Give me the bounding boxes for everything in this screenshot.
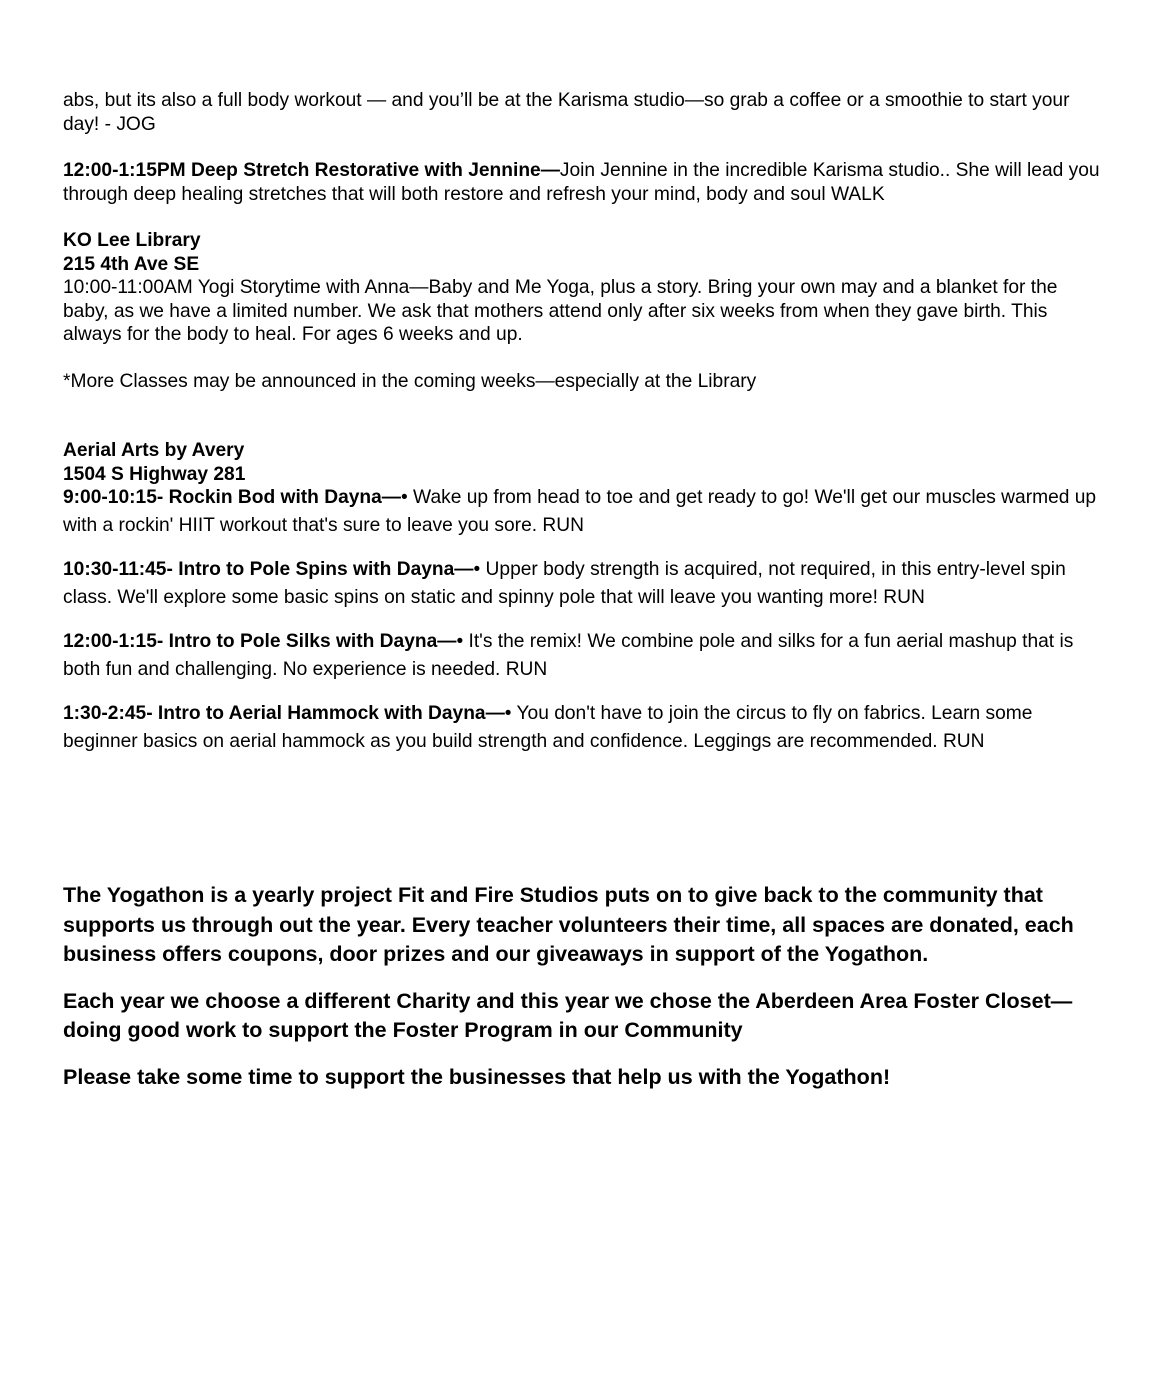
aerial-class-2-description: • Upper body strength is acquired, not required, in this entry-level spin class. We'll explore some basic spins on static and spinny pole that will leave you wanting more! RUN bbox=[63, 559, 1066, 608]
more-classes-note: *More Classes may be announced in the coming weeks—especially at the Library bbox=[63, 370, 757, 392]
deep-stretch-description: Join Jennine in the incredible Karisma studio.. She will lead you through deep healing stretches that will both restore and refresh your mind, body and soul WALK bbox=[63, 160, 1100, 205]
library-name: KO Lee Library bbox=[63, 230, 201, 251]
aerial-class-4-title: 1:30-2:45- Intro to Aerial Hammock with Dayna— bbox=[63, 703, 505, 724]
aerial-class-2 bbox=[63, 556, 1103, 611]
document-page bbox=[63, 89, 1103, 1092]
deep-stretch-dash: — bbox=[540, 160, 560, 181]
aerial-class-1 bbox=[63, 484, 1103, 539]
deep-stretch-title: 12:00-1:15PM Deep Stretch Restorative with Jennine bbox=[63, 160, 541, 181]
aerial-class-4-description: • You don't have to join the circus to fly on fabrics. Learn some beginner basics on aerial hammock as you build strength and confidence. Leggings are recommended. RUN bbox=[63, 703, 1033, 752]
aerial-class-4 bbox=[63, 700, 1103, 755]
deep-stretch-class bbox=[63, 159, 1103, 206]
charity-paragraph: Each year we choose a different Charity and this year we chose the Aberdeen Area Foster Closet—doing good work to support the Foster Program in our Community bbox=[63, 988, 1073, 1042]
aerial-class-3 bbox=[63, 628, 1103, 683]
aerial-studio-name: Aerial Arts by Avery bbox=[63, 440, 245, 461]
aerial-class-1-description: • Wake up from head to toe and get ready to go! We'll get our muscles warmed up with a rockin' HIIT workout that's sure to leave you sore. RUN bbox=[63, 487, 1097, 536]
aerial-studio-address: 1504 S Highway 281 bbox=[63, 463, 246, 485]
library-storytime-class: 10:00-11:00AM Yogi Storytime with Anna—Baby and Me Yoga, plus a story. Bring your own may and a blanket for the baby, as we have a limited number. We ask that mothers attend only after six weeks from when they gave birth. This always for the body to heal. For ages 6 weeks and up. bbox=[63, 277, 1058, 345]
aerial-class-3-description: • It's the remix! We combine pole and silks for a fun aerial mashup that is both fun and challenging. No experience is needed. RUN bbox=[63, 631, 1074, 680]
jog-class-description-tail: abs, but its also a full body workout — and you’ll be at the Karisma studio—so grab a coffee or a smoothie to start your day! - JOG bbox=[63, 90, 1070, 135]
aerial-class-1-title: 9:00-10:15- Rockin Bod with Dayna— bbox=[63, 487, 401, 508]
aerial-class-2-title: 10:30-11:45- Intro to Pole Spins with Dayna— bbox=[63, 559, 474, 580]
aerial-class-3-title: 12:00-1:15- Intro to Pole Silks with Dayna— bbox=[63, 631, 457, 652]
yogathon-about-paragraph: The Yogathon is a yearly project Fit and Fire Studios puts on to give back to the community that supports us through out the year. Every teacher volunteers their time, all spaces are donated, each business offers coupons, door prizes and our giveaways in support of the Yogathon. bbox=[63, 883, 1074, 966]
library-address: 215 4th Ave SE bbox=[63, 253, 200, 275]
support-businesses-paragraph: Please take some time to support the businesses that help us with the Yogathon! bbox=[63, 1064, 891, 1089]
